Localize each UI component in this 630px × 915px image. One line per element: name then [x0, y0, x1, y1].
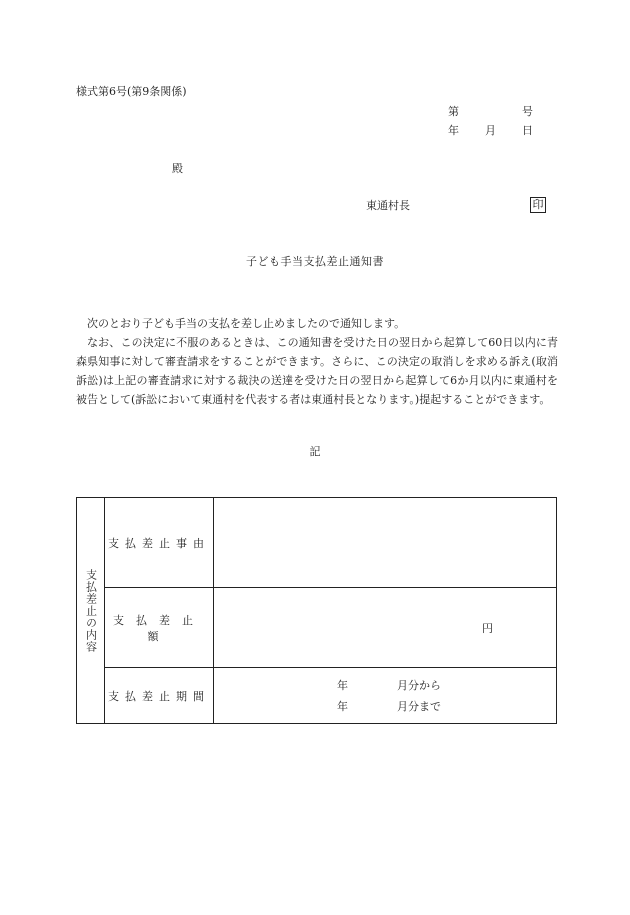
ki-heading: 記	[309, 445, 321, 458]
table-row-period	[77, 668, 557, 724]
period-label: 支払差止期間	[105, 668, 214, 724]
side-header: 支払差止の内容	[84, 568, 98, 653]
number-prefix: 第	[448, 105, 459, 118]
table-row-reason	[77, 498, 557, 588]
date-year: 年	[448, 124, 459, 137]
amount-unit: 円	[482, 621, 493, 635]
addressee-suffix: 殿	[172, 162, 183, 175]
period-from-year: 年	[337, 679, 348, 692]
period-to	[337, 700, 441, 714]
amount-label: 支払差止額	[105, 588, 214, 668]
body-paragraph-1: 次のとおり子ども手当の支払を差し止めましたので通知します。	[87, 317, 406, 330]
period-from-suffix: 月分から	[397, 679, 441, 692]
document-title: 子ども手当支払差止通知書	[246, 255, 384, 268]
period-to-suffix: 月分まで	[397, 700, 441, 713]
reason-value-cell[interactable]	[214, 498, 557, 588]
date-day: 日	[522, 124, 533, 137]
body-text	[76, 314, 558, 409]
form-number: 様式第6号(第9条関係)	[76, 85, 187, 98]
period-value-cell[interactable]	[214, 668, 557, 724]
detail-table	[76, 497, 557, 724]
issuer-name: 東通村長	[366, 199, 410, 212]
amount-value-cell[interactable]	[214, 588, 557, 668]
side-header-cell	[77, 498, 105, 724]
table-row-amount	[77, 588, 557, 668]
seal-mark: 印	[530, 197, 546, 213]
period-to-year: 年	[337, 700, 348, 713]
period-from	[337, 679, 441, 693]
reason-label: 支払差止事由	[105, 498, 214, 588]
number-suffix: 号	[522, 105, 533, 118]
date-month: 月	[485, 124, 496, 137]
body-paragraph-2: なお、この決定に不服のあるときは、この通知書を受けた日の翌日から起算して60日以内に青森県知事に対して審査請求をすることができます。さらに、この決定の取消しを求める訴え(取消訴訟)は上記の審査請求に対する裁決の送達を受けた日の翌日から起算して6か月以内に東通村を被告として(訴訟において東通村を代表する者は東通村長となります。)提起することができます。	[76, 336, 558, 406]
